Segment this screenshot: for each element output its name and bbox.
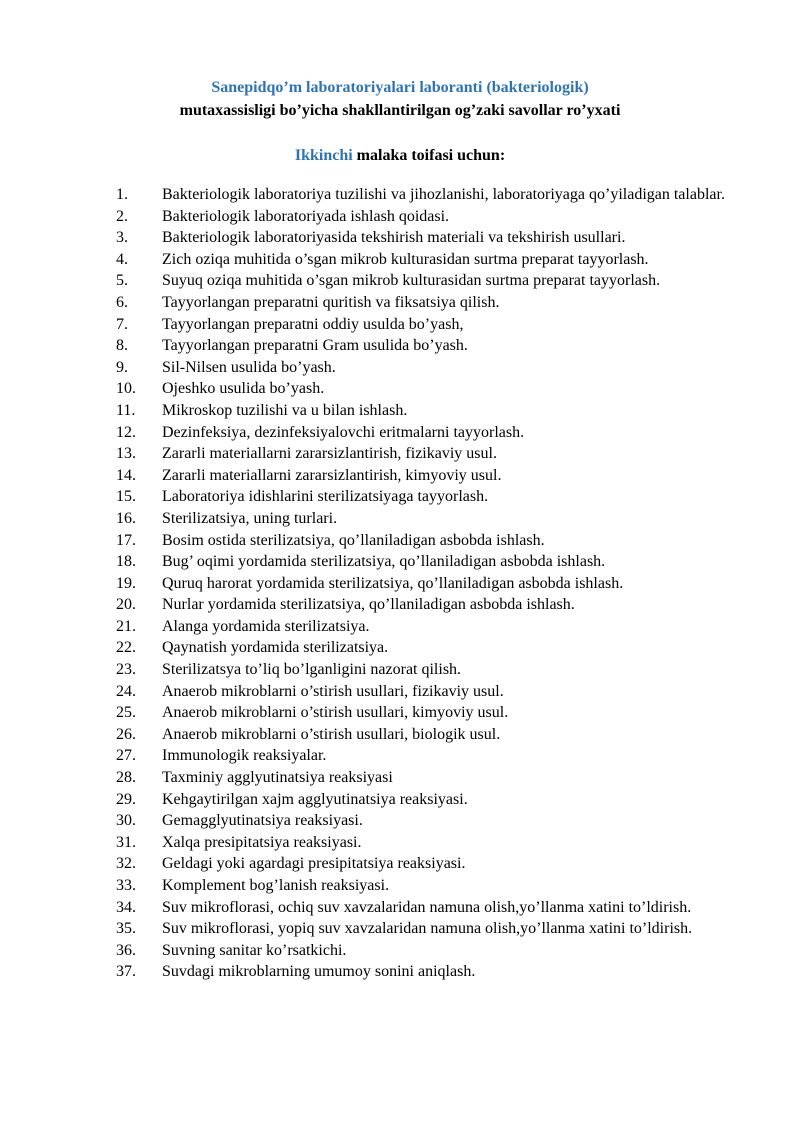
question-text: Tayyorlangan preparatni oddiy usulda bo’yash, <box>162 315 464 333</box>
question-item <box>116 270 744 292</box>
question-number: 2. <box>116 207 128 225</box>
question-number: 25. <box>116 704 136 722</box>
question-item <box>116 745 744 767</box>
question-number: 12. <box>116 423 136 441</box>
question-item <box>116 702 744 724</box>
question-text: Bakteriologik laboratoriya tuzilishi va jihozlanishi, laboratoriyaga qo’yiladigan talablar. <box>162 186 725 203</box>
question-item <box>116 551 744 573</box>
question-number: 6. <box>116 293 128 311</box>
question-text: Gemagglyutinatsiya reaksiyasi. <box>162 812 363 830</box>
question-text: Mikroskop tuzilishi va u bilan ishlash. <box>162 401 408 419</box>
question-item <box>116 637 744 659</box>
question-text: Zararli materiallarni zararsizlantirish, fizikaviy usul. <box>162 445 497 463</box>
question-number: 36. <box>116 941 136 959</box>
question-item <box>116 659 744 681</box>
question-number: 4. <box>116 250 128 268</box>
question-item <box>116 767 744 789</box>
question-item <box>116 530 744 552</box>
question-item <box>116 832 744 854</box>
question-text: Sterilizatsya to’liq bo’lganligini nazorat qilish. <box>162 661 462 679</box>
question-item <box>116 249 744 271</box>
question-item <box>116 357 744 379</box>
question-number: 7. <box>116 315 128 333</box>
category-accent: Ikkinchi <box>294 147 353 164</box>
question-number: 35. <box>116 920 136 938</box>
question-item <box>116 227 744 249</box>
question-text: Anaerob mikroblarni o’stirish usullari, biologik usul. <box>162 725 501 743</box>
question-number: 10. <box>116 380 136 398</box>
question-number: 17. <box>116 531 136 549</box>
question-text: Anaerob mikroblarni o’stirish usullari, kimyoviy usul. <box>162 704 509 722</box>
question-number: 20. <box>116 596 136 614</box>
question-item <box>116 184 744 206</box>
question-item <box>116 724 744 746</box>
question-number: 28. <box>116 769 136 787</box>
question-item <box>116 940 744 962</box>
question-number: 30. <box>116 812 136 830</box>
question-number: 19. <box>116 574 136 592</box>
question-item <box>116 961 744 983</box>
question-text: Sterilizatsiya, uning turlari. <box>162 509 338 527</box>
question-text: Quruq harorat yordamida sterilizatsiya, qo’llaniladigan asbobda ishlash. <box>162 574 624 592</box>
question-text: Zich oziqa muhitida o’sgan mikrob kulturasidan surtma preparat tayyorlash. <box>162 250 649 268</box>
question-text: Sil-Nilsen usulida bo’yash. <box>162 358 336 376</box>
question-text: Bakteriologik laboratoriyasida tekshirish materiali va tekshirish usullari. <box>162 229 626 247</box>
question-item <box>116 378 744 400</box>
question-item <box>116 853 744 875</box>
question-item <box>116 465 744 487</box>
question-text: Suv mikroflorasi, yopiq suv xavzalaridan namuna olish,yo’llanma xatini to’ldirish. <box>162 920 693 938</box>
question-item <box>116 875 744 897</box>
question-number: 1. <box>116 186 128 203</box>
title-line-1: Sanepidqo’m laboratoriyalari laboranti (bakteriologik) <box>211 79 589 96</box>
question-text: Suv mikroflorasi, ochiq suv xavzalaridan namuna olish,yo’llanma xatini to’ldirish. <box>162 898 692 916</box>
question-text: Geldagi yoki agardagi presipitatsiya reaksiyasi. <box>162 855 466 873</box>
question-text: Suvdagi mikroblarning umumoy sonini aniqlash. <box>162 963 476 981</box>
question-text: Tayyorlangan preparatni Gram usulida bo’yash. <box>162 337 468 355</box>
question-number: 14. <box>116 466 136 484</box>
question-item <box>116 400 744 422</box>
question-text: Tayyorlangan preparatni quritish va fiksatsiya qilish. <box>162 293 500 311</box>
qualification-category <box>0 144 800 167</box>
question-number: 26. <box>116 725 136 743</box>
question-number: 8. <box>116 337 128 355</box>
question-item <box>116 486 744 508</box>
question-text: Qaynatish yordamida sterilizatsiya. <box>162 639 389 657</box>
question-number: 13. <box>116 445 136 463</box>
question-item <box>116 897 744 919</box>
question-number: 9. <box>116 358 128 376</box>
question-number: 24. <box>116 682 136 700</box>
category-rest: malaka toifasi uchun: <box>352 147 506 164</box>
question-list <box>116 184 744 983</box>
question-text: Zararli materiallarni zararsizlantirish, kimyoviy usul. <box>162 466 502 484</box>
question-number: 18. <box>116 553 136 571</box>
question-number: 21. <box>116 617 136 635</box>
question-text: Laboratoriya idishlarini sterilizatsiyaga tayyorlash. <box>162 488 489 506</box>
document-title <box>0 76 800 122</box>
question-number: 16. <box>116 509 136 527</box>
question-item <box>116 508 744 530</box>
question-item <box>116 681 744 703</box>
question-number: 23. <box>116 661 136 679</box>
question-item <box>116 292 744 314</box>
question-text: Bosim ostida sterilizatsiya, qo’llaniladigan asbobda ishlash. <box>162 531 545 549</box>
question-number: 22. <box>116 639 136 657</box>
question-text: Bug’ oqimi yordamida sterilizatsiya, qo’llaniladigan asbobda ishlash. <box>162 553 606 571</box>
question-number: 37. <box>116 963 136 981</box>
question-item <box>116 594 744 616</box>
question-text: Komplement bog’lanish reaksiyasi. <box>162 877 390 894</box>
question-item <box>116 422 744 444</box>
question-text: Taxminiy agglyutinatsiya reaksiyasi <box>162 769 393 787</box>
title-line-2: mutaxassisligi bo’yicha shakllantirilgan og’zaki savollar ro’yxati <box>179 102 621 119</box>
question-item <box>116 206 744 228</box>
question-number: 34. <box>116 898 136 916</box>
question-text: Bakteriologik laboratoriyada ishlash qoidasi. <box>162 207 450 225</box>
question-text: Suyuq oziqa muhitida o’sgan mikrob kulturasidan surtma preparat tayyorlash. <box>162 272 661 290</box>
question-number: 11. <box>116 401 136 419</box>
question-text: Alanga yordamida sterilizatsiya. <box>162 617 370 635</box>
question-text: Xalqa presipitatsiya reaksiyasi. <box>162 833 362 851</box>
question-text: Ojeshko usulida bo’yash. <box>162 380 325 398</box>
question-text: Nurlar yordamida sterilizatsiya, qo’llaniladigan asbobda ishlash. <box>162 596 575 614</box>
question-item <box>116 573 744 595</box>
question-item <box>116 443 744 465</box>
question-text: Kehgaytirilgan xajm agglyutinatsiya reaksiyasi. <box>162 790 468 808</box>
question-number: 31. <box>116 833 136 851</box>
question-text: Immunologik reaksiyalar. <box>162 747 327 765</box>
question-number: 33. <box>116 877 136 894</box>
question-item <box>116 810 744 832</box>
question-item <box>116 335 744 357</box>
question-number: 27. <box>116 747 136 765</box>
question-text: Suvning sanitar ko’rsatkichi. <box>162 941 347 959</box>
question-number: 32. <box>116 855 136 873</box>
question-number: 15. <box>116 488 136 506</box>
question-number: 29. <box>116 790 136 808</box>
question-item <box>116 616 744 638</box>
question-number: 5. <box>116 272 128 290</box>
question-item <box>116 314 744 336</box>
question-item <box>116 918 744 940</box>
question-text: Dezinfeksiya, dezinfeksiyalovchi eritmalarni tayyorlash. <box>162 423 525 441</box>
question-text: Anaerob mikroblarni o’stirish usullari, fizikaviy usul. <box>162 682 504 700</box>
question-number: 3. <box>116 229 128 247</box>
question-item <box>116 789 744 811</box>
